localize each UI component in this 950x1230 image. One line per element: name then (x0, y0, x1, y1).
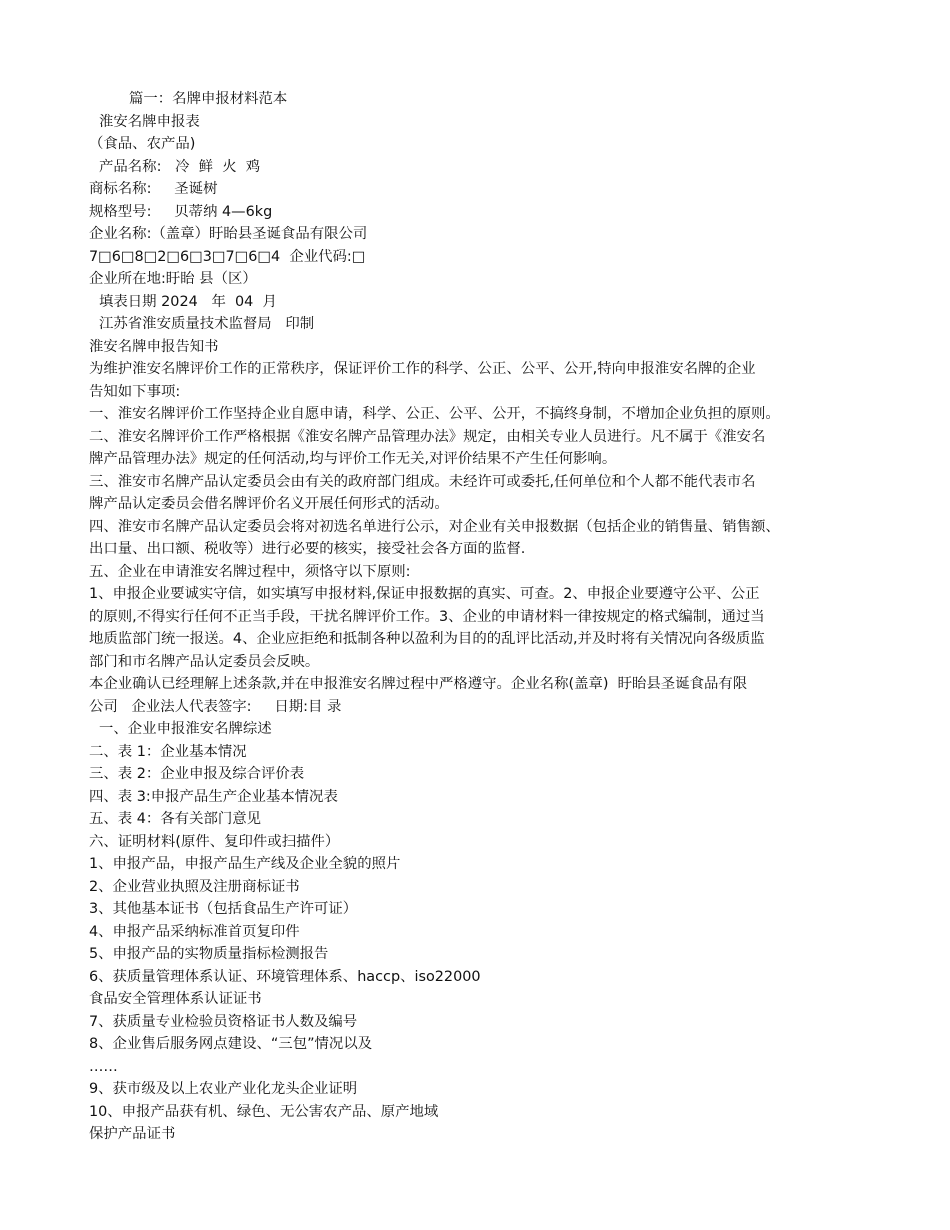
form-title: 淮安名牌申报表 (99, 113, 200, 130)
category-line: （食品、农产品) (89, 136, 196, 152)
toc-item: 5、申报产品的实物质量指标检测报告 (89, 946, 329, 962)
fill-date-line: 填表日期 2024 年 04 月 (99, 293, 277, 310)
table-of-contents (89, 718, 869, 1146)
company-line: 企业名称:（盖章）盱眙县圣诞食品有限公司 (89, 226, 368, 242)
toc-item: 二、表 1：企业基本情况 (89, 743, 247, 760)
toc-item: …… (89, 1058, 118, 1075)
toc-item: 五、表 4：各有关部门意见 (89, 811, 262, 827)
printer-line: 江苏省淮安质量技术监督局 印制 (99, 316, 315, 332)
toc-item: 4、申报产品采纳标准首页复印件 (89, 923, 300, 940)
notice-line: 三、淮安市名牌产品认定委员会由有关的政府部门组成。未经许可或委托,任何单位和个人都不能代表市名 (89, 473, 756, 490)
toc-item: 1、申报产品，申报产品生产线及企业全貌的照片 (89, 856, 401, 872)
notice-line: 二、淮安名牌评价工作严格根据《淮安名牌产品管理办法》规定，由相关专业人员进行。凡不属于《淮安名 (89, 428, 766, 445)
toc-item: 一、企业申报淮安名牌综述 (99, 721, 272, 737)
notice-line: 牌产品认定委员会借名牌评价名义开展任何形式的活动。 (89, 496, 449, 512)
notice-line: 五、企业在申请淮安名牌过程中，须恪守以下原则: (89, 563, 411, 580)
toc-item: 保护产品证书 (89, 1126, 176, 1142)
toc-item: 六、证明材料(原件、复印件或扫描件） (89, 833, 340, 850)
product-name-line: 产品名称: 冷 鲜 火 鸡 (99, 158, 261, 175)
toc-item: 四、表 3:申报产品生产企业基本情况表 (89, 788, 338, 805)
part-title: 篇一：名牌申报材料范本 (129, 91, 288, 107)
document-body (89, 88, 869, 1146)
toc-item: 7、获质量专业检验员资格证书人数及编号 (89, 1013, 358, 1030)
toc-item: 6、获质量管理体系认证、环境管理体系、haccp、iso22000 (89, 968, 481, 985)
notice-line: 的原则,不得实行任何不正当手段，干扰名牌评价工作。3、企业的申请材料一律按规定的格式编制，通过当 (89, 608, 765, 625)
location-line: 企业所在地:盱眙 县（区） (89, 271, 257, 287)
notice-line: 公司 企业法人代表签字: 日期:目 录 (89, 698, 342, 715)
toc-item: 9、获市级及以上农业产业化龙头企业证明 (89, 1081, 358, 1097)
notice-line: 为维护淮安名牌评价工作的正常秩序，保证评价工作的科学、公正、公平、公开,特向申报淮安名牌的企业 (89, 361, 756, 377)
notice-line: 部门和市名牌产品认定委员会反映。 (89, 653, 320, 670)
toc-item: 3、其他基本证书（包括食品生产许可证） (89, 901, 358, 917)
notice-line: 1、申报企业要诚实守信，如实填写申报材料,保证申报数据的真实、可查。2、申报企业要遵守公平、公正 (89, 586, 760, 602)
toc-item: 2、企业营业执照及注册商标证书 (89, 878, 300, 895)
toc-item: 10、申报产品获有机、绿色、无公害农产品、原产地域 (89, 1103, 439, 1120)
toc-item: 食品安全管理体系认证证书 (89, 991, 262, 1007)
notice-line: 告知如下事项: (89, 383, 181, 400)
notice-title: 淮安名牌申报告知书 (89, 338, 219, 355)
notice-line: 牌产品管理办法》规定的任何活动,均与评价工作无关,对评价结果不产生任何影响。 (89, 451, 617, 467)
notice-line: 出口量、出口额、税收等）进行必要的核实，接受社会各方面的监督. (89, 541, 526, 557)
toc-item: 三、表 2：企业申报及综合评价表 (89, 766, 305, 782)
code-line: 7□6□8□2□6□3□7□6□4 企业代码:□ (89, 248, 366, 265)
notice-line: 本企业确认已经理解上述条款,并在申报淮安名牌过程中严格遵守。企业名称(盖章) 盱眙县圣诞食品有限 (89, 676, 748, 692)
notice-line: 一、淮安名牌评价工作坚持企业自愿申请，科学、公正、公平、公开，不搞终身制，不增加企业负担的原则。 (89, 406, 780, 422)
toc-item: 8、企业售后服务网点建设、“三包”情况以及 (89, 1036, 373, 1052)
notice-line: 地质监部门统一报送。4、企业应拒绝和抵制各种以盈利为目的的乱评比活动,并及时将有关情况向各级质监 (89, 631, 765, 647)
trademark-line: 商标名称: 圣诞树 (89, 181, 218, 197)
spec-line: 规格型号: 贝蒂纳 4—6kg (89, 203, 273, 220)
notice-line: 四、淮安市名牌产品认定委员会将对初选名单进行公示，对企业有关申报数据（包括企业的销售量、销售额、 (89, 518, 780, 535)
notice-body (89, 358, 869, 718)
